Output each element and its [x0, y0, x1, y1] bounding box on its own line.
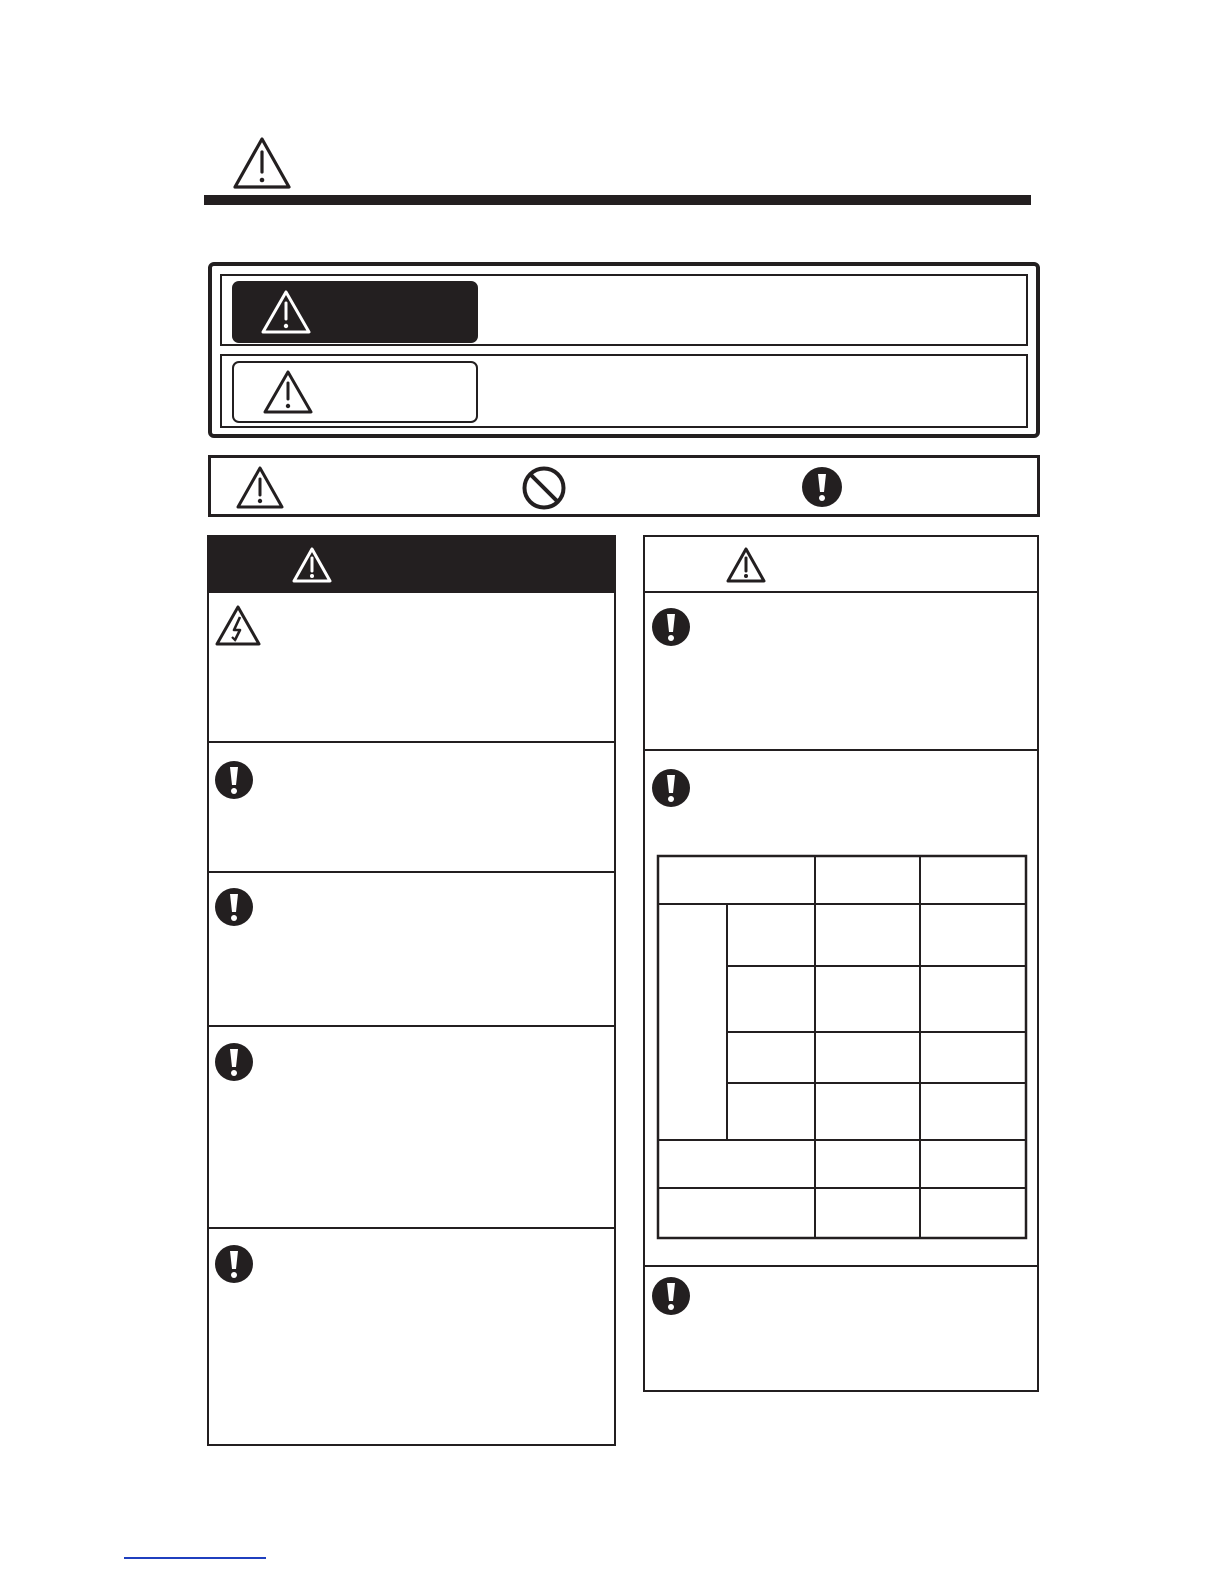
caution-column [643, 535, 1039, 1392]
warning-item-1 [209, 593, 614, 743]
signal-word-box [208, 262, 1040, 438]
signal-row-warning [220, 274, 1028, 346]
warning-triangle-icon [235, 465, 285, 510]
warning-column [207, 535, 616, 1446]
warning-label-badge [232, 281, 478, 343]
warning-item-4 [209, 1027, 614, 1229]
caution-item-3 [645, 1267, 1037, 1390]
caution-item-2 [645, 751, 1037, 1267]
caution-item-1 [645, 593, 1037, 751]
warning-triangle-icon [262, 369, 314, 415]
footer-link-underline[interactable] [124, 1557, 266, 1559]
header-warning-icon [232, 136, 292, 190]
warning-item-2 [209, 743, 614, 873]
prohibition-icon [521, 465, 567, 511]
mandatory-action-icon [801, 466, 843, 508]
warning-triangle-icon [260, 289, 312, 335]
mandatory-action-icon [651, 768, 691, 808]
header-rule [204, 195, 1031, 205]
warning-column-header [209, 537, 614, 593]
warning-triangle-icon [291, 546, 333, 584]
mandatory-action-icon [214, 1244, 254, 1284]
electric-shock-icon [214, 604, 262, 647]
mandatory-action-icon [214, 1042, 254, 1082]
warning-item-3 [209, 873, 614, 1027]
mandatory-action-icon [651, 607, 691, 647]
warning-item-5 [209, 1229, 614, 1444]
mandatory-action-icon [651, 1276, 691, 1316]
symbol-legend-bar [208, 455, 1040, 517]
signal-row-caution [220, 354, 1028, 428]
caution-label-badge [232, 361, 478, 423]
caution-column-header [645, 537, 1037, 593]
mandatory-action-icon [214, 887, 254, 927]
compass-distance-table [657, 855, 1027, 1239]
mandatory-action-icon [214, 760, 254, 800]
warning-triangle-icon [725, 546, 767, 584]
